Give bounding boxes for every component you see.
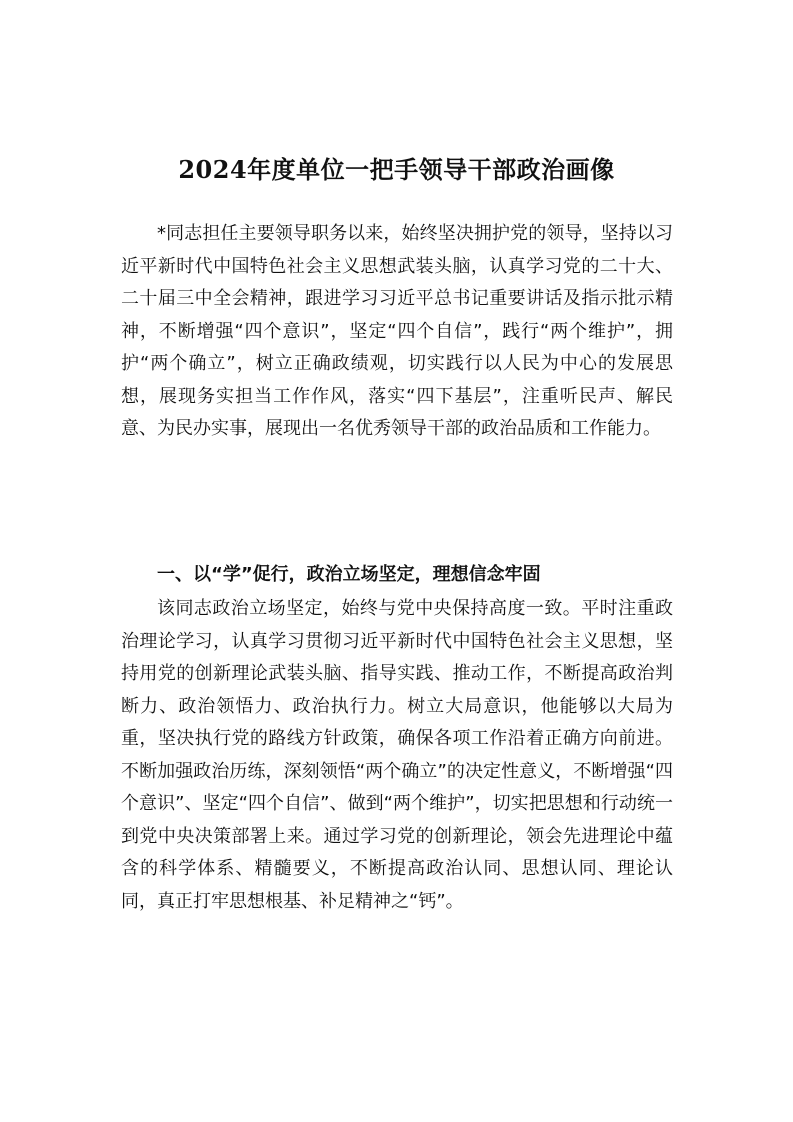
intro-paragraph: *同志担任主要领导职务以来，始终坚决拥护党的领导，坚持以习近平新时代中国特色社会主义思想武装头脑，认真学习党的二十大、二十届三中全会精神，跟进学习习近平总书记重要讲话及指示批示精神，不断增强“四个意识”，坚定“四个自信”，践行“两个维护”，拥护“两个确立”，树立正确政绩观，切实践行以人民为中心的发展思想，展现务实担当工作作风，落实“四下基层”，注重听民声、解民意、为民办实事，展现出一名优秀领导干部的政治品质和工作能力。 — [121, 223, 673, 439]
section-1-paragraph: 该同志政治立场坚定，始终与党中央保持高度一致。平时注重政治理论学习，认真学习贯彻习近平新时代中国特色社会主义思想，坚持用党的创新理论武装头脑、指导实践、推动工作，不断提高政治判断力、政治领悟力、政治执行力。树立大局意识，他能够以大局为重，坚决执行党的路线方针政策，确保各项工作沿着正确方向前进。不断加强政治历练，深刻领悟“两个确立”的决定性意义，不断增强“四个意识”、坚定“四个自信”、做到“两个维护”，切实把思想和行动统一到党中央决策部署上来。通过学习党的创新理论，领会先进理论中蕴含的科学体系、精髓要义，不断提高政治认同、思想认同、理论认同，真正打牢思想根基、补足精神之“钙”。 — [121, 598, 673, 912]
document-title: 2024年度单位一把手领导干部政治画像 — [178, 155, 615, 185]
section-1-heading: 一、以“学”促行，政治立场坚定，理想信念牢固 — [157, 564, 541, 585]
